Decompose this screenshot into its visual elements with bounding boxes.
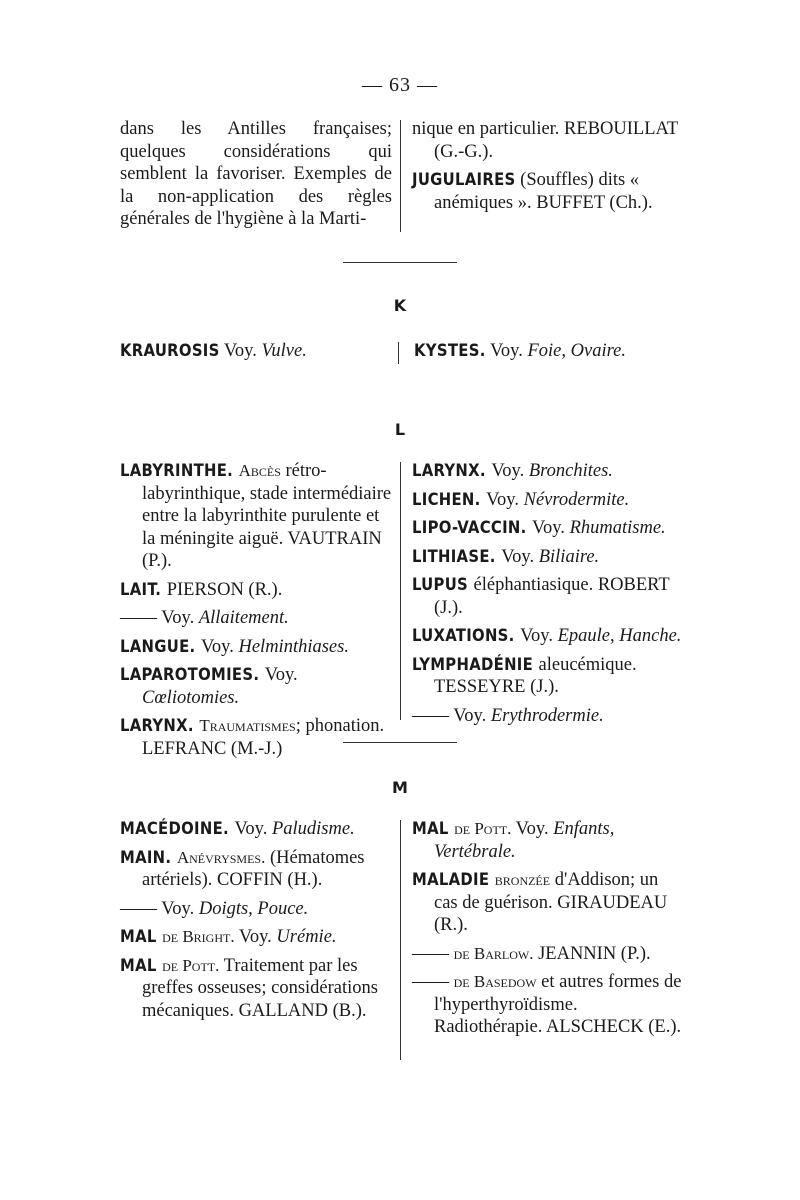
entry-head: LAIT. xyxy=(120,579,167,599)
index-entry xyxy=(412,489,686,512)
index-entry xyxy=(412,625,686,648)
m-right-column xyxy=(412,818,686,1045)
entry-text: Voy. xyxy=(161,608,199,628)
index-entry xyxy=(412,460,686,483)
index-entry xyxy=(412,818,686,863)
cross-ref: Biliaire. xyxy=(538,546,600,567)
index-entry xyxy=(120,847,392,892)
entry-head: LABYRINTHE. xyxy=(120,461,239,480)
page-number: — 63 — xyxy=(362,74,438,96)
entry-text: Voy. xyxy=(161,898,199,919)
cross-ref: Epaule, Hanche. xyxy=(557,626,682,646)
entry-head: LAPAROTOMIES. xyxy=(120,665,265,684)
entry-text: d'Addison; un cas de guérison. GIRAUDEAU (R.). xyxy=(434,870,668,935)
entry-head: LUPUS xyxy=(412,575,474,594)
entry-head: LITHIASE. xyxy=(412,546,502,566)
entry-text: rétro-labyrinthique, stade intermédiaire entre la labyrinthite purulente et la méningite aiguë. VAUTRAIN (P.). xyxy=(142,461,392,571)
entry-subhead: Traumatismes xyxy=(199,716,296,735)
entry-text: (Hématomes artériels). COFFIN (H.). xyxy=(142,847,365,890)
entry-head: KYSTES. xyxy=(414,341,486,360)
entry-text: Voy. xyxy=(491,461,529,481)
entry-head: MAIN. xyxy=(120,847,177,867)
index-entry xyxy=(120,715,392,760)
entry-text: Voy. xyxy=(234,927,277,947)
entry-dash: —— xyxy=(120,898,162,919)
entry-head: JUGULAIRES xyxy=(412,170,516,189)
entry-subhead: Anévrysmes. xyxy=(176,847,266,867)
entry-head: MAL xyxy=(120,955,163,975)
entry-head: MAL xyxy=(412,819,455,838)
cross-ref: Helminthiases. xyxy=(238,636,349,657)
continuation-text: dans les Antilles françaises; quelques considérations qui semblent la favoriser. Exemples de la non-application des règles générales de l'hygiène à la Marti- xyxy=(120,119,392,229)
entry-head: LARYNX. xyxy=(412,461,492,480)
top-left-text xyxy=(120,118,392,231)
entry-continuation xyxy=(412,118,686,163)
entry-subhead: bronzée xyxy=(494,870,551,889)
cross-ref: Doigts, Pouce. xyxy=(198,898,309,919)
cross-ref: Bronchites. xyxy=(528,461,613,481)
k-right xyxy=(414,340,688,363)
index-entry xyxy=(412,943,686,966)
section-divider xyxy=(343,262,457,263)
entry-subhead: de Pott. xyxy=(162,955,220,975)
index-entry xyxy=(412,546,686,569)
entry-head: LIPO-VACCIN. xyxy=(412,518,533,537)
letter-heading-m: M xyxy=(392,778,408,797)
entry-jugulaires xyxy=(412,169,686,214)
entry-head: LANGUE. xyxy=(120,636,201,656)
m-left-column xyxy=(120,818,392,1028)
entry-subhead: Abcès xyxy=(238,461,281,480)
section-top xyxy=(120,118,686,238)
index-entry xyxy=(412,574,686,619)
entry-head: LUXATIONS. xyxy=(412,626,521,645)
entry-text: et autres formes de l'hyperthyroïdisme. Radiothérapie. ALSCHECK (E.). xyxy=(434,972,682,1037)
k-left xyxy=(120,340,392,363)
entry-head: LICHEN. xyxy=(412,489,487,509)
index-entry xyxy=(120,926,392,949)
column-divider xyxy=(398,342,399,364)
entry-subhead: de Bright. xyxy=(162,927,235,946)
entry-head: KRAUROSIS xyxy=(120,341,220,360)
section-k xyxy=(120,340,686,370)
entry-text: Voy. xyxy=(501,546,539,567)
cross-ref: Urémie. xyxy=(276,927,337,947)
top-right-text xyxy=(412,118,686,220)
index-entry xyxy=(412,869,686,937)
index-entry xyxy=(412,517,686,540)
index-entry xyxy=(412,654,686,699)
column-divider xyxy=(400,820,401,1060)
index-entry xyxy=(412,971,686,1039)
cross-ref: Vulve. xyxy=(261,341,307,361)
index-entry xyxy=(120,898,392,921)
entry-subhead: de Barlow. xyxy=(453,943,534,963)
entry-text: PIERSON (R.). xyxy=(166,579,283,600)
entry-text: Voy. xyxy=(511,819,554,839)
entry-dash: —— xyxy=(412,943,454,964)
entry-text: JEANNIN (P.). xyxy=(533,943,651,964)
column-divider xyxy=(400,120,401,232)
cross-ref: Névrodermite. xyxy=(523,489,630,510)
index-entry xyxy=(120,818,392,841)
voy-text: Voy. xyxy=(489,341,523,361)
entry-subhead: de Basedow xyxy=(453,972,537,991)
entry-dash: —— xyxy=(120,608,162,628)
entry-text: (Souffles) dits « anémiques ». BUFFET (Ch.). xyxy=(434,170,653,213)
section-divider xyxy=(343,742,457,743)
section-l xyxy=(120,460,686,759)
index-entry xyxy=(120,664,392,709)
index-entry xyxy=(412,705,686,728)
entry-text: Traitement par les greffes osseuses; considérations mécaniques. GALLAND (B.). xyxy=(142,955,378,1021)
entry-dash: —— xyxy=(412,972,454,992)
entry-text: Voy. xyxy=(520,626,558,646)
l-left-column xyxy=(120,460,392,766)
voy-text: Voy. xyxy=(223,341,257,361)
cross-ref: Erythrodermie. xyxy=(490,705,604,726)
cross-ref: Foie, Ovaire. xyxy=(527,341,626,361)
entry-text: ; phonation. LEFRANC (M.-J.) xyxy=(142,716,385,759)
continuation-right: nique en particulier. REBOUILLAT (G.-G.). xyxy=(412,119,678,162)
entry-head: LYMPHADÉNIE xyxy=(412,654,539,674)
section-m xyxy=(120,818,686,1068)
cross-ref: Cœliotomies. xyxy=(142,687,240,708)
letter-heading-l: L xyxy=(394,420,406,439)
index-entry xyxy=(120,955,392,1023)
entry-dash: —— xyxy=(412,705,454,726)
entry-text: éléphantiasique. ROBERT (J.). xyxy=(434,575,670,618)
entry-text: Voy. xyxy=(453,705,491,726)
entry-text: Voy. xyxy=(532,518,570,538)
entry-head: LARYNX. xyxy=(120,716,200,735)
entry-text: aleucémique. TESSEYRE (J.). xyxy=(434,654,637,697)
index-entry xyxy=(120,607,392,630)
entry-text: Voy. xyxy=(264,665,298,685)
entry-text: Voy. xyxy=(200,636,239,657)
cross-ref: Allaitement. xyxy=(198,608,289,628)
cross-ref: Enfants, Vertébrale. xyxy=(434,819,615,862)
index-entry xyxy=(120,636,392,659)
column-divider xyxy=(400,462,401,720)
entry-subhead: de Pott. xyxy=(454,819,512,838)
entry-text: Voy. xyxy=(486,489,524,510)
entry-text: Voy. xyxy=(234,819,272,839)
entry-head: MAL xyxy=(120,927,163,946)
entry-head: MALADIE xyxy=(412,870,495,889)
entry-head: MACÉDOINE. xyxy=(120,819,235,838)
index-entry xyxy=(120,579,392,602)
cross-ref: Rhumatisme. xyxy=(569,518,666,538)
cross-ref: Paludisme. xyxy=(271,819,355,839)
l-right-column xyxy=(412,460,686,733)
index-entry xyxy=(120,460,392,573)
letter-heading-k: K xyxy=(393,296,407,315)
